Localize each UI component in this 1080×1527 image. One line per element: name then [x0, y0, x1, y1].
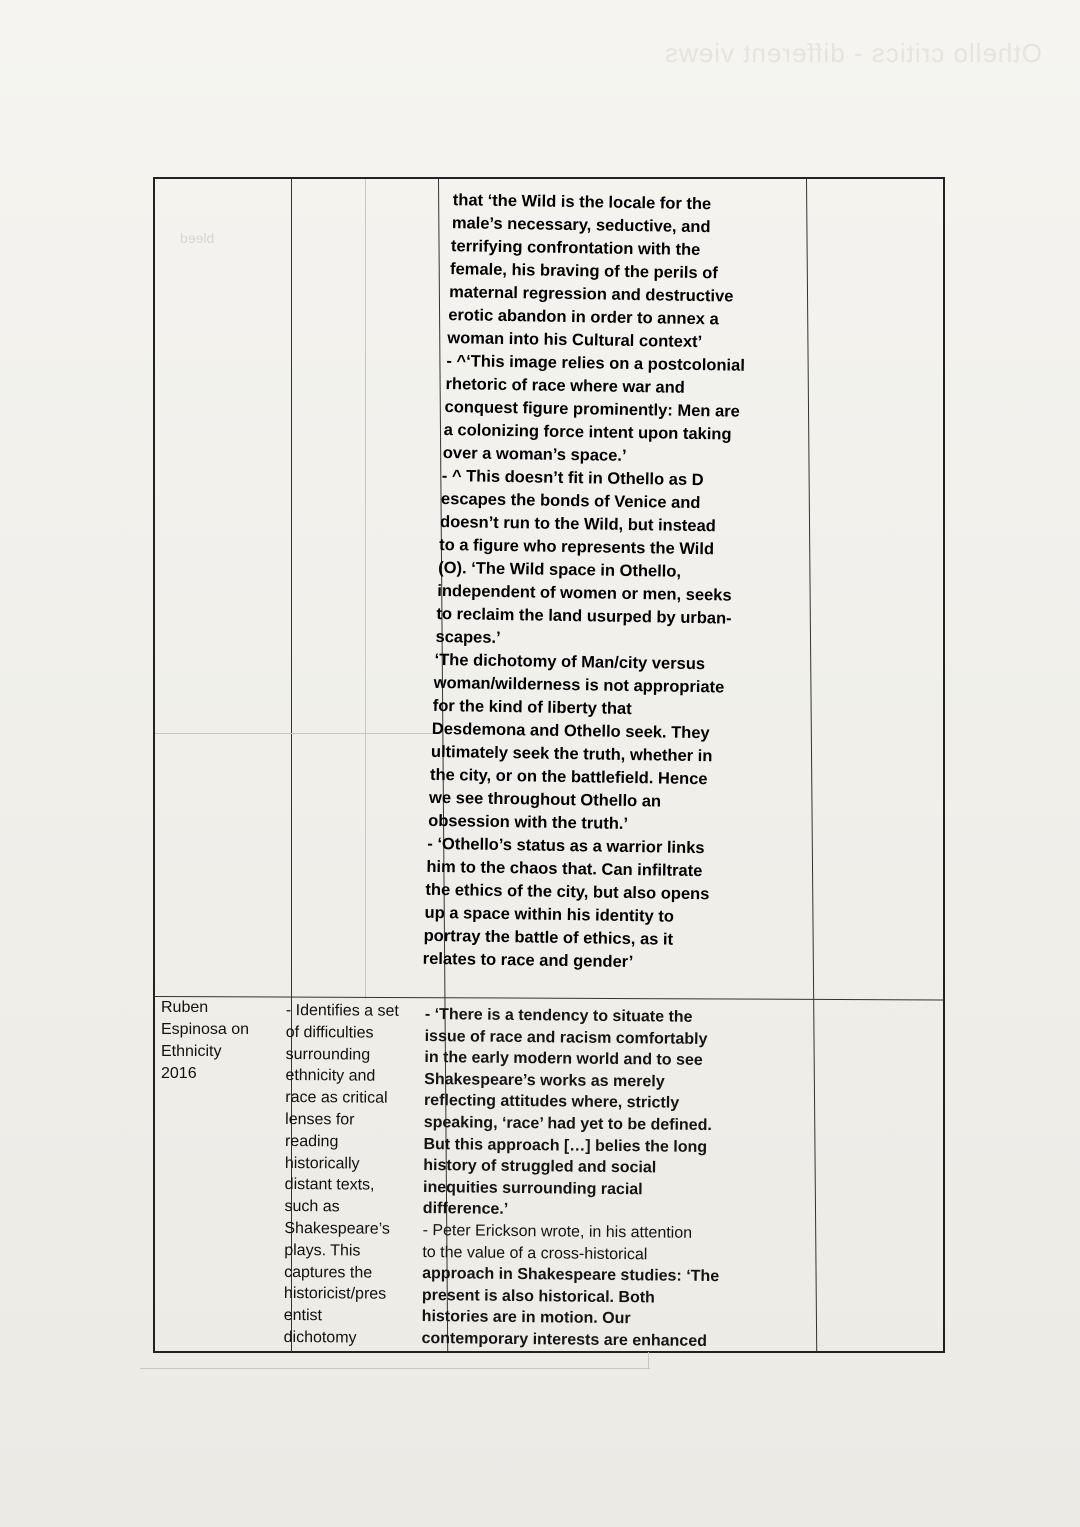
critic-summary-cell	[284, 1000, 399, 1350]
critic-summary-line: - Identifies a set	[285, 1001, 399, 1020]
lower-quote-line: history of struggled and social	[423, 1157, 657, 1177]
critic-name-line: Ethnicity	[161, 1043, 222, 1060]
faint-row-rule	[155, 733, 435, 734]
upper-quote-line: rhetoric of race where war and	[445, 375, 685, 397]
upper-quote-line: escapes the bonds of Venice and	[440, 490, 701, 513]
upper-quote-line: portray the battle of ethics, as it	[423, 926, 674, 949]
critic-summary-line: lenses for	[285, 1110, 355, 1129]
lower-quote-line: approach in Shakespeare studies: ‘The	[422, 1265, 720, 1286]
upper-quote-cell	[422, 189, 748, 976]
critic-summary-line: dichotomy	[283, 1328, 357, 1347]
upper-quote-line: up a space within his identity to	[424, 903, 675, 926]
upper-quote-line: doesn’t run to the Wild, but instead	[439, 512, 716, 536]
lower-quote-line: reflecting attitudes where, strictly	[423, 1092, 680, 1113]
upper-quote-line: (O). ‘The Wild space in Othello,	[438, 558, 682, 581]
critic-summary-line: distant texts,	[284, 1176, 375, 1194]
critic-name-cell	[161, 997, 249, 1085]
upper-quote-line: to reclaim the land usurped by urban-	[436, 604, 732, 628]
upper-quote-line: independent of women or men, seeks	[437, 581, 732, 605]
faint-continuation-side	[648, 1352, 649, 1368]
upper-quote-line: terrifying confrontation with the	[450, 237, 701, 260]
upper-quote-line: over a woman’s space.’	[442, 444, 627, 465]
critic-summary-line: race as critical	[285, 1089, 388, 1107]
upper-quote-line: conquest figure prominently: Men are	[444, 398, 740, 421]
upper-quote-line: to a figure who represents the Wild	[439, 535, 715, 559]
lower-quote-line: Shakespeare’s works as merely	[424, 1070, 665, 1091]
critic-summary-line: captures the	[284, 1263, 373, 1282]
upper-quote-line: we see throughout Othello an	[428, 788, 662, 811]
lower-quote-line: speaking, ‘race’ had yet to be defined.	[423, 1113, 712, 1134]
upper-quote-line: - ^‘This image relies on a postcolonial	[446, 352, 745, 375]
lower-quote-line: - ‘There is a tendency to situate the	[424, 1005, 693, 1026]
critic-summary-line: surrounding	[285, 1045, 371, 1064]
upper-quote-line: ultimately seek the truth, whether in	[430, 742, 713, 766]
critic-summary-line: plays. This	[284, 1241, 361, 1260]
critic-summary-line: historically	[284, 1154, 360, 1173]
upper-quote-line: obsession with the truth.’	[428, 811, 629, 833]
critic-summary-line: of difficulties	[285, 1023, 374, 1042]
bleed-text: bleed	[180, 230, 215, 246]
upper-quote-line: Desdemona and Othello seek. They	[431, 719, 710, 743]
upper-quote-line: that ‘the Wild is the locale for the	[452, 191, 712, 214]
critic-summary-line: reading	[284, 1132, 339, 1151]
critic-name-line: 2016	[161, 1065, 197, 1082]
lower-quote-line: contemporary interests are enhanced	[421, 1329, 708, 1350]
upper-quote-line: female, his braving of the perils of	[449, 260, 718, 283]
upper-quote-line: woman into his Cultural context’	[447, 329, 703, 352]
lower-quote-line: in the early modern world and to see	[424, 1049, 703, 1070]
upper-quote-line: male’s necessary, seductive, and	[451, 214, 711, 237]
critic-summary-line: historicist/pres	[283, 1285, 387, 1304]
upper-quote-line: woman/wilderness is not appropriate	[433, 673, 725, 697]
upper-quote-line: - ‘Othello’s status as a warrior links	[427, 834, 705, 858]
lower-quote-line: - Peter Erickson wrote, in his attention	[422, 1221, 693, 1242]
lower-quote-line: histories are in motion. Our	[421, 1308, 631, 1328]
lower-quote-line: to the value of a cross-historical	[422, 1243, 648, 1263]
upper-quote-line: relates to race and gender’	[422, 949, 634, 972]
lower-quote-line: present is also historical. Both	[421, 1286, 655, 1307]
upper-quote-line: erotic abandon in order to annex a	[448, 306, 719, 329]
lower-quote-line: But this approach […] belies the long	[423, 1135, 708, 1156]
upper-quote-line: a colonizing force intent upon taking	[443, 421, 732, 444]
upper-quote-line: the city, or on the battlefield. Hence	[429, 765, 708, 789]
upper-quote-line: ‘The dichotomy of Man/city versus	[434, 650, 706, 674]
critic-name-line: Espinosa on	[161, 1021, 250, 1038]
critic-summary-line: Shakespeare’s	[284, 1219, 391, 1238]
critic-summary-line: such as	[284, 1198, 340, 1216]
lower-quote-line: difference.’	[422, 1200, 509, 1219]
upper-quote-line: for the kind of liberty that	[432, 696, 632, 719]
upper-quote-line: scapes.’	[435, 627, 501, 647]
lower-quote-cell	[421, 1004, 722, 1353]
faint-header-bleedthrough: Othello critics - different views	[664, 38, 1042, 68]
critic-name-line: Ruben	[161, 999, 209, 1016]
faint-continuation-rule	[140, 1368, 650, 1369]
upper-quote-line: the ethics of the city, but also opens	[425, 880, 710, 904]
lower-quote-line: issue of race and racism comfortably	[424, 1027, 708, 1048]
lower-quote-line: inequities surrounding racial	[422, 1178, 643, 1199]
upper-quote-line: maternal regression and destructive	[449, 283, 734, 306]
upper-quote-line: him to the chaos that. Can infiltrate	[426, 857, 703, 881]
critic-summary-line: ethnicity and	[285, 1067, 376, 1086]
upper-quote-line: - ^ This doesn’t fit in Othello as D	[441, 467, 704, 490]
column-rule-2-faint	[365, 179, 366, 999]
critic-summary-line: entist	[283, 1307, 323, 1325]
